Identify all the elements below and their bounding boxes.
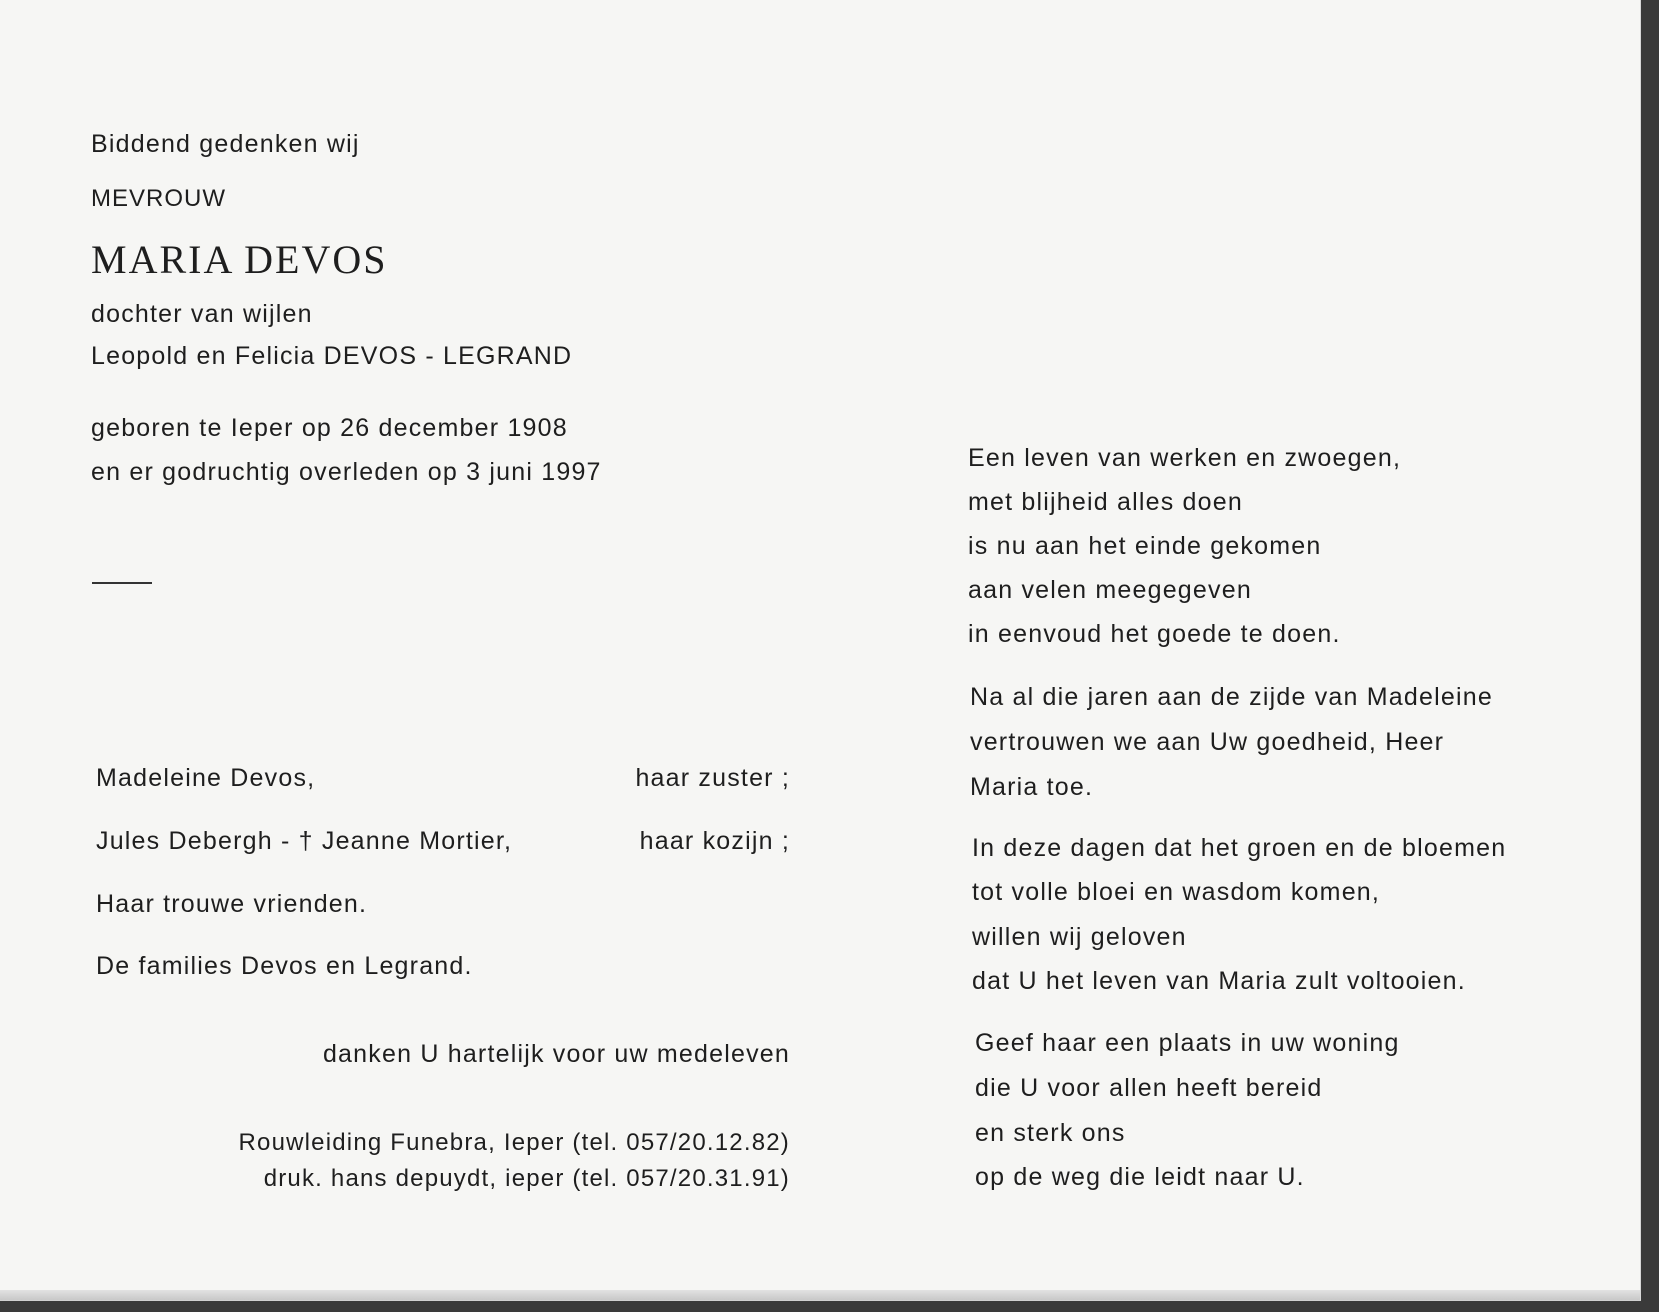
card-bottom-edge xyxy=(0,1290,1640,1300)
poem-s4-line-2: die U voor allen heeft bereid xyxy=(975,1074,1323,1102)
funeral-director-line: Rouwleiding Funebra, Ieper (tel. 057/20.12.82) xyxy=(238,1129,790,1156)
printer-line: druk. hans depuydt, ieper (tel. 057/20.31.91) xyxy=(263,1165,790,1192)
poem-s3-line-1: In deze dagen dat het groen en de bloemen xyxy=(972,834,1507,862)
family-name-1: Jules Debergh - † Jeanne Mortier, xyxy=(96,827,513,855)
friends-line: Haar trouwe vrienden. xyxy=(96,890,368,918)
divider-rule xyxy=(92,582,152,584)
poem-s2-line-3: Maria toe. xyxy=(970,773,1094,801)
deceased-name: MARIA DEVOS xyxy=(91,237,388,282)
poem-s1-line-4: aan velen meegegeven xyxy=(968,576,1252,604)
parents-line: Leopold en Felicia DEVOS - LEGRAND xyxy=(91,342,573,370)
salutation: MEVROUW xyxy=(91,185,226,212)
poem-s2-line-2: vertrouwen we aan Uw goedheid, Heer xyxy=(970,728,1445,756)
poem-s1-line-3: is nu aan het einde gekomen xyxy=(968,532,1322,560)
poem-s4-line-3: en sterk ons xyxy=(975,1119,1126,1147)
poem-s4-line-1: Geef haar een plaats in uw woning xyxy=(975,1029,1400,1057)
family-relation-1: haar kozijn ; xyxy=(639,827,790,855)
poem-s3-line-3: willen wij geloven xyxy=(972,923,1187,951)
death-line: en er godruchtig overleden op 3 juni 1997 xyxy=(91,458,602,486)
family-name-0: Madeleine Devos, xyxy=(96,764,316,792)
intro-line: Biddend gedenken wij xyxy=(91,130,360,158)
poem-s2-line-1: Na al die jaren aan de zijde van Madeleine xyxy=(970,683,1493,711)
poem-s1-line-2: met blijheid alles doen xyxy=(968,488,1243,516)
relation-line: dochter van wijlen xyxy=(91,300,313,328)
poem-s3-line-2: tot volle bloei en wasdom komen, xyxy=(972,878,1381,906)
family-relation-0: haar zuster ; xyxy=(635,764,790,792)
poem-s1-line-5: in eenvoud het goede te doen. xyxy=(968,620,1341,648)
families-line: De families Devos en Legrand. xyxy=(96,952,473,980)
poem-s3-line-4: dat U het leven van Maria zult voltooien. xyxy=(972,967,1466,995)
poem-s1-line-1: Een leven van werken en zwoegen, xyxy=(968,444,1402,472)
birth-line: geboren te Ieper op 26 december 1908 xyxy=(91,414,568,442)
thanks-line: danken U hartelijk voor uw medeleven xyxy=(322,1040,790,1068)
poem-s4-line-4: op de weg die leidt naar U. xyxy=(975,1163,1305,1191)
